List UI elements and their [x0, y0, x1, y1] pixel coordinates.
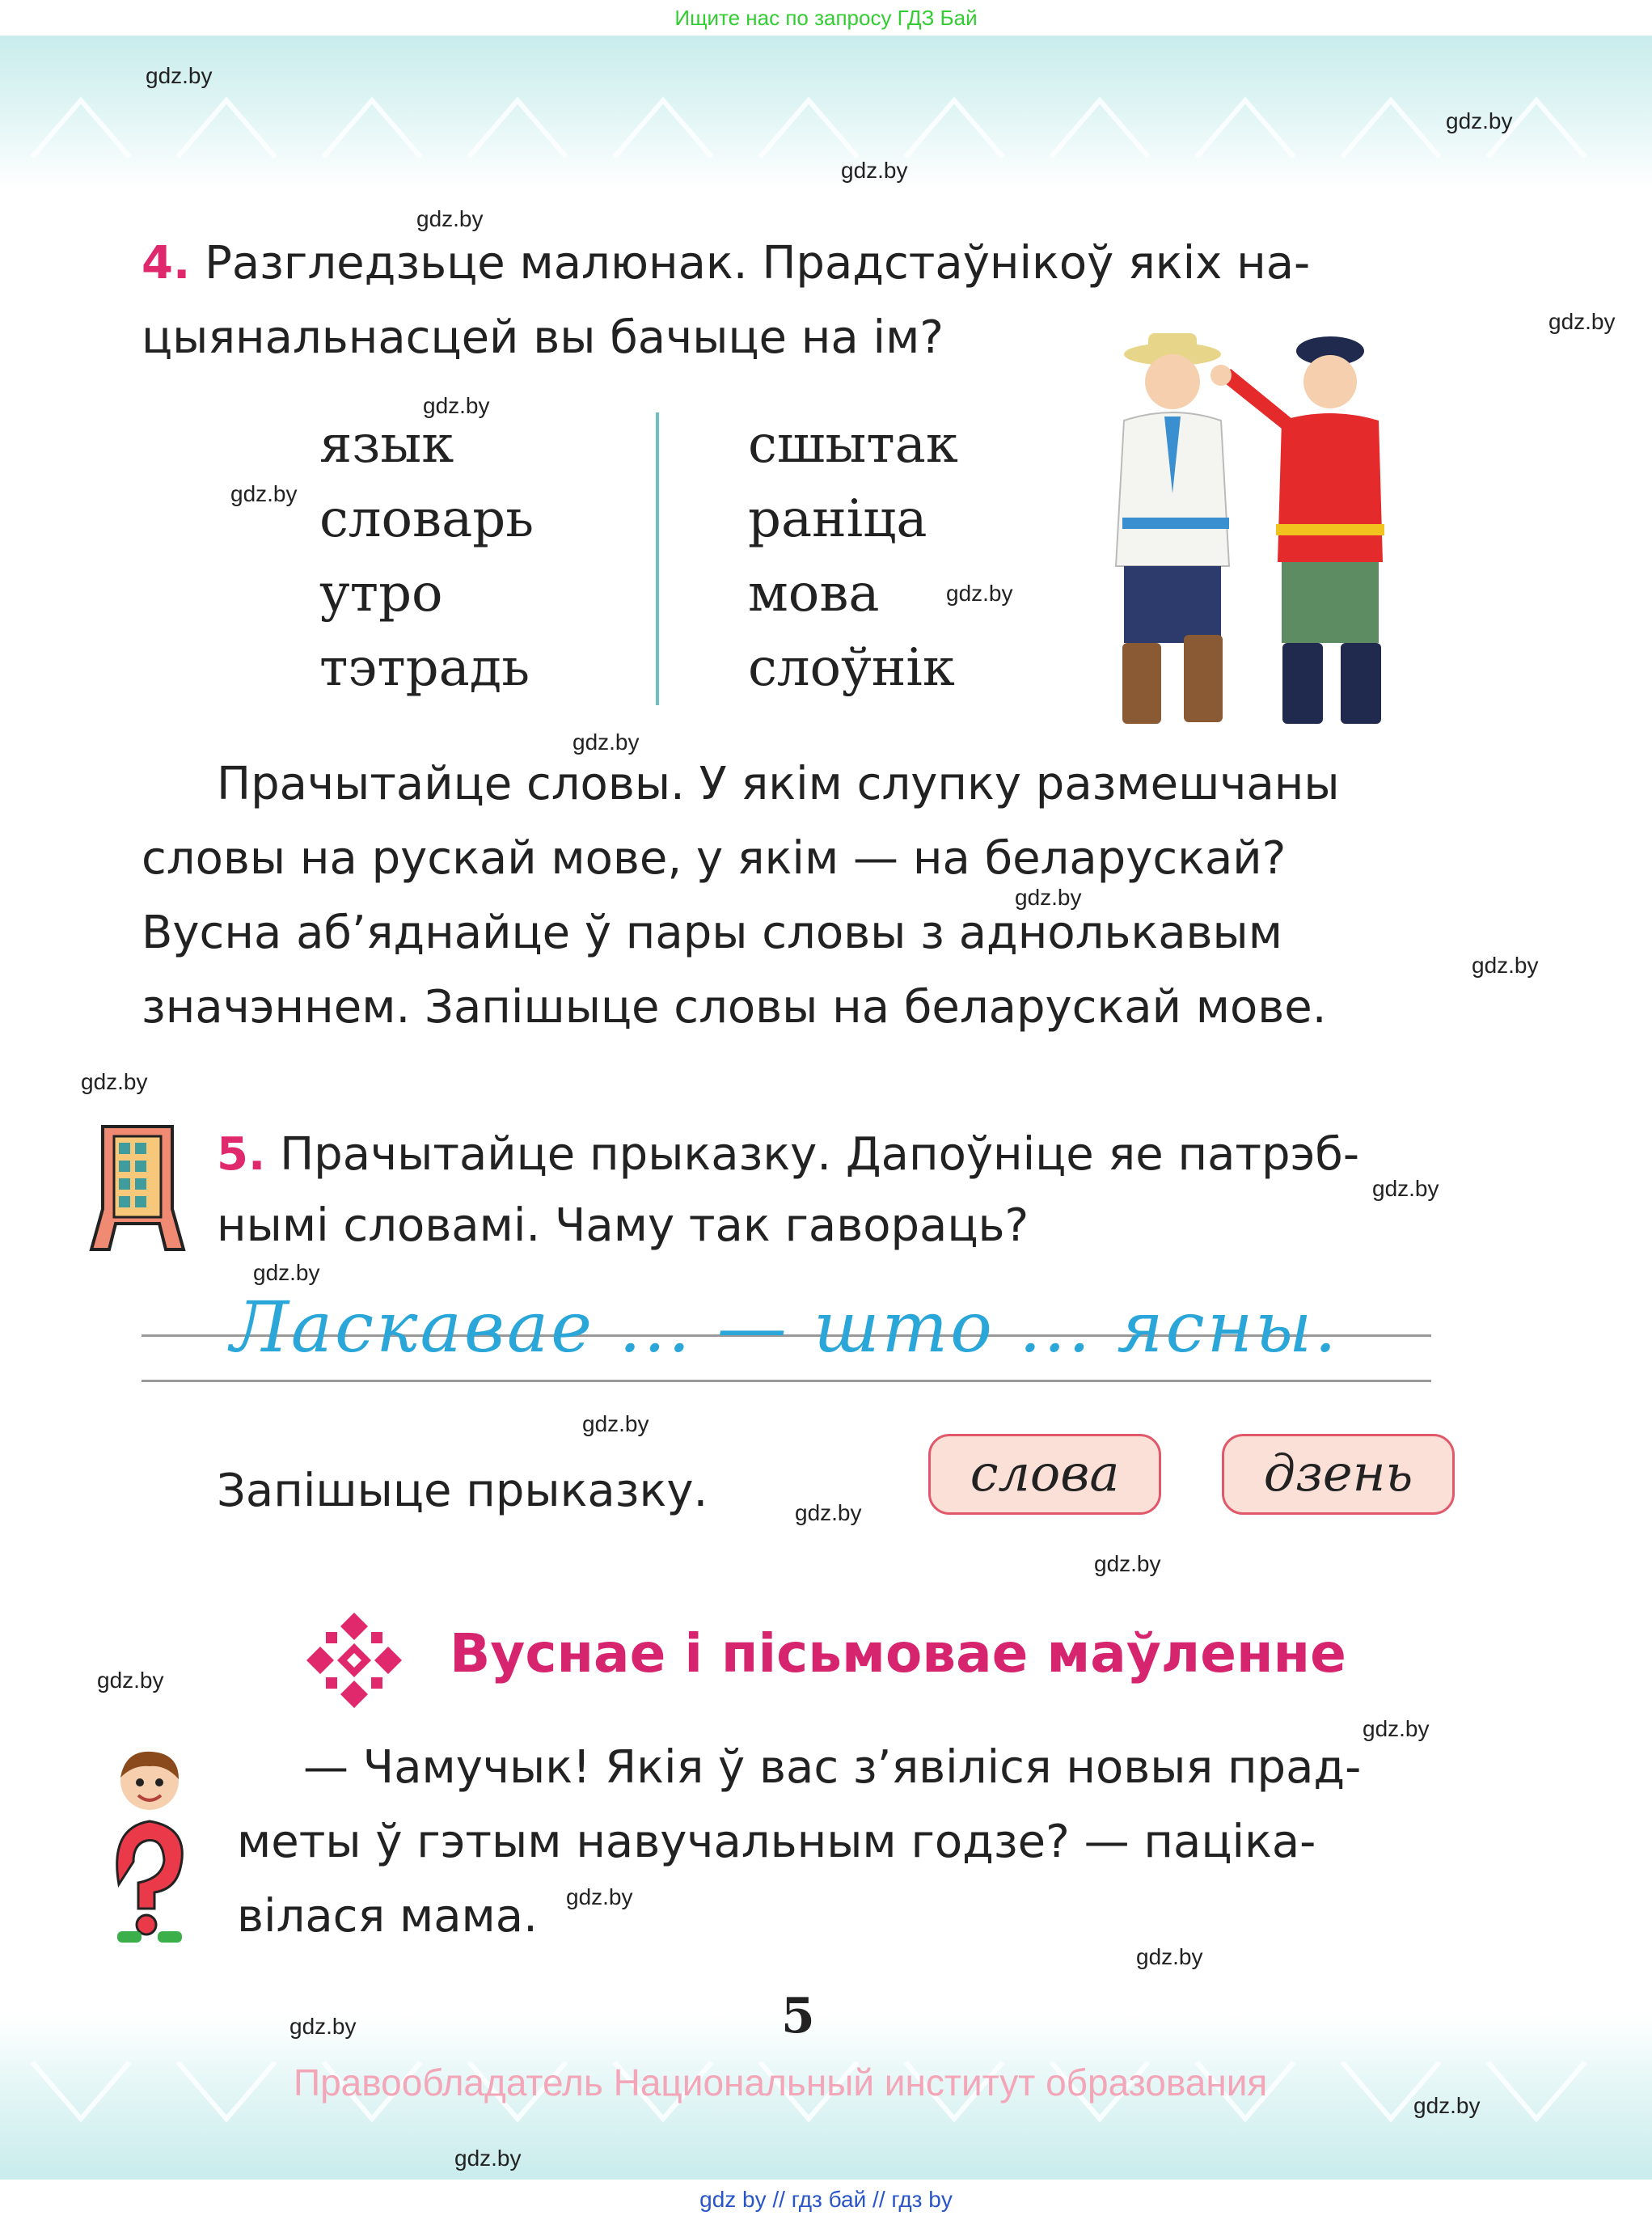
watermark: gdz.by — [253, 1260, 320, 1285]
section-title: Вуснае і пісьмовае маўленне — [450, 1622, 1346, 1685]
dialogue-line: меты ў гэтым навучальным годзе? — паціка- — [237, 1816, 1316, 1868]
belarusian-word: сшытак — [748, 415, 958, 475]
task-text: Прачытайце прыказку. Дапоўніце яе патрэб- — [280, 1128, 1360, 1181]
task4-text-line: Прачытайце словы. У якім слупку размешчаны — [217, 758, 1340, 810]
russian-word: утро — [319, 564, 443, 624]
copyright-notice: Правообладатель Национальный институт образования — [294, 2061, 1268, 2103]
watermark: gdz.by — [1363, 1716, 1430, 1741]
task4-text-line: значэннем. Запішыце словы на беларускай мове. — [142, 981, 1327, 1034]
boy-question-icon — [101, 1747, 198, 1945]
word-tag: дзень — [1222, 1434, 1455, 1515]
russian-word: язык — [319, 415, 454, 475]
watermark: gdz.by — [946, 581, 1013, 606]
watermark: gdz.by — [97, 1668, 164, 1693]
house-letter-icon — [85, 1120, 190, 1254]
task-number: 4. — [142, 237, 191, 290]
task4-text-line: словы на рускай мове, у якім — на беларускай? — [142, 832, 1287, 885]
watermark: gdz.by — [1413, 2093, 1481, 2118]
watermark: gdz.by — [1094, 1551, 1161, 1576]
watermark: gdz.by — [1372, 1176, 1439, 1201]
watermark: gdz.by — [572, 729, 640, 755]
task-number: 5. — [217, 1128, 266, 1181]
word-tag: слова — [928, 1434, 1161, 1515]
page-number: 5 — [781, 1988, 815, 2044]
watermark: gdz.by — [795, 1500, 862, 1525]
watermark: gdz.by — [81, 1069, 148, 1094]
illustration-two-men — [1100, 332, 1423, 736]
watermark: gdz.by — [1472, 953, 1539, 978]
column-divider — [656, 412, 659, 705]
watermark: gdz.by — [1015, 885, 1082, 910]
watermark: gdz.by — [1548, 309, 1616, 334]
task4-text-line: Вусна аб’яднайце ў пары словы з аднолькавым — [142, 907, 1283, 959]
belarusian-word: слоўнік — [748, 638, 955, 698]
ornament-band-top — [0, 36, 1652, 189]
watermark: gdz.by — [454, 2146, 522, 2171]
russian-word: тэтрадь — [319, 638, 530, 698]
belarusian-word: мова — [748, 564, 880, 624]
dialogue-line: вілася мама. — [237, 1890, 538, 1943]
task5-write: Запішыце прыказку. — [217, 1465, 708, 1517]
ornament-pattern — [0, 36, 1652, 189]
watermark: gdz.by — [146, 63, 213, 88]
watermark: gdz.by — [289, 2014, 357, 2039]
task-text: Разгледзьце малюнак. Прадстаўнікоў якіх на- — [205, 237, 1311, 290]
belarusian-word: раніца — [748, 489, 927, 549]
writing-rule — [142, 1380, 1431, 1382]
search-hint: Ищите нас по запросу ГДЗ Бай — [0, 0, 1652, 36]
proverb-handwriting: Ласкавае ... — што ... ясны. — [230, 1287, 1339, 1368]
task5-line1 — [217, 1118, 1447, 1192]
russian-word: словарь — [319, 489, 534, 549]
watermark: gdz.by — [582, 1411, 649, 1436]
task4-line1 — [142, 226, 1447, 301]
watermark: gdz.by — [566, 1884, 633, 1909]
dialogue-line: — Чамучык! Якія ў вас з’явіліся новыя прад- — [303, 1741, 1362, 1794]
task5-line2: нымі словамі. Чаму так гавораць? — [217, 1199, 1029, 1252]
watermark: gdz.by — [423, 393, 490, 418]
watermark: gdz.by — [1136, 1944, 1203, 1969]
watermark: gdz.by — [416, 206, 484, 231]
ornament-icon — [303, 1609, 405, 1711]
footer-links[interactable]: gdz by // гдз бай // гдз by — [699, 2187, 953, 2212]
watermark: gdz.by — [1446, 108, 1513, 133]
watermark: gdz.by — [841, 158, 908, 183]
task4-line2: цыянальнасцей вы бачыце на ім? — [142, 311, 944, 364]
watermark: gdz.by — [230, 481, 298, 506]
